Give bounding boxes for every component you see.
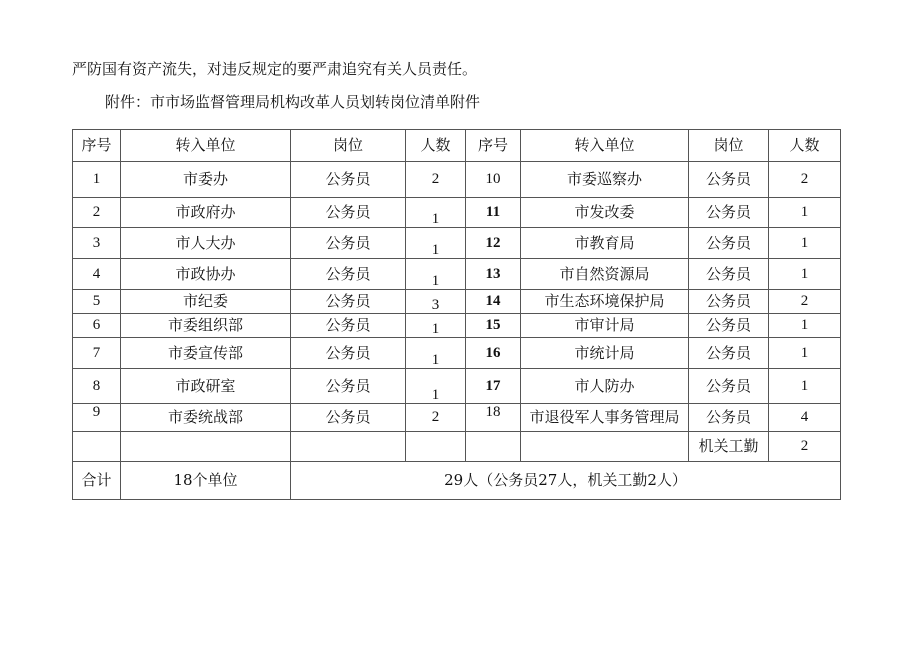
intro-paragraph: 严防国有资产流失，对违反规定的要严肃追究有关人员责任。 [72, 60, 478, 78]
unit-cell: 市纪委 [121, 290, 291, 314]
count-cell: 1 [406, 228, 466, 259]
count-cell: 1 [406, 198, 466, 228]
post-cell: 公务员 [689, 162, 769, 198]
unit-cell: 市政研室 [121, 369, 291, 404]
count-cell: 1 [769, 314, 841, 338]
post-cell: 公务员 [291, 369, 406, 404]
index-cell: 4 [73, 259, 121, 290]
header-cell: 人数 [769, 130, 841, 162]
count-cell: 1 [406, 259, 466, 290]
header-cell: 岗位 [689, 130, 769, 162]
post-cell: 公务员 [291, 162, 406, 198]
table-total-row [73, 462, 841, 500]
index-cell: 18 [466, 404, 521, 432]
unit-cell: 市人防办 [521, 369, 689, 404]
index-cell: 17 [466, 369, 521, 404]
table-row [73, 259, 841, 290]
table-header-row [73, 130, 841, 162]
unit-cell: 市政协办 [121, 259, 291, 290]
index-cell: 14 [466, 290, 521, 314]
header-cell: 人数 [406, 130, 466, 162]
unit-cell: 市审计局 [521, 314, 689, 338]
index-cell: 10 [466, 162, 521, 198]
empty-cell [466, 432, 521, 462]
empty-cell [121, 432, 291, 462]
index-cell: 15 [466, 314, 521, 338]
index-cell: 16 [466, 338, 521, 369]
empty-cell [73, 432, 121, 462]
count-cell: 1 [769, 259, 841, 290]
count-cell: 1 [769, 228, 841, 259]
count-cell: 3 [406, 290, 466, 314]
unit-cell: 市教育局 [521, 228, 689, 259]
index-cell: 5 [73, 290, 121, 314]
post-cell: 公务员 [689, 290, 769, 314]
header-cell: 序号 [466, 130, 521, 162]
post-cell: 公务员 [689, 314, 769, 338]
empty-cell [291, 432, 406, 462]
index-cell: 3 [73, 228, 121, 259]
index-cell: 9 [73, 404, 121, 432]
table-row [73, 228, 841, 259]
post-cell: 公务员 [291, 404, 406, 432]
unit-cell: 市委组织部 [121, 314, 291, 338]
header-cell: 序号 [73, 130, 121, 162]
count-cell: 2 [406, 404, 466, 432]
post-cell: 公务员 [291, 259, 406, 290]
table-row [73, 198, 841, 228]
unit-cell: 市委宣传部 [121, 338, 291, 369]
post-cell: 公务员 [689, 404, 769, 432]
unit-cell: 市统计局 [521, 338, 689, 369]
post-cell: 公务员 [291, 314, 406, 338]
unit-cell: 市人大办 [121, 228, 291, 259]
table-row [73, 314, 841, 338]
post-cell: 公务员 [689, 259, 769, 290]
table-extra-row [73, 432, 841, 462]
post-cell: 公务员 [689, 369, 769, 404]
table-row [73, 369, 841, 404]
table-row [73, 404, 841, 432]
header-cell: 转入单位 [121, 130, 291, 162]
unit-cell: 市自然资源局 [521, 259, 689, 290]
attachment-title: 附件：市市场监督管理局机构改革人员划转岗位清单附件 [105, 93, 481, 111]
index-cell: 1 [73, 162, 121, 198]
count-cell: 1 [769, 198, 841, 228]
count-cell: 2 [769, 290, 841, 314]
header-cell: 转入单位 [521, 130, 689, 162]
index-cell: 6 [73, 314, 121, 338]
post-cell: 公务员 [689, 198, 769, 228]
unit-cell: 市退役军人事务管理局 [521, 404, 689, 432]
table-row [73, 162, 841, 198]
count-cell: 1 [769, 338, 841, 369]
personnel-transfer-table [72, 129, 841, 500]
empty-cell [521, 432, 689, 462]
post-cell: 公务员 [291, 228, 406, 259]
count-cell: 2 [769, 432, 841, 462]
count-cell: 1 [406, 314, 466, 338]
count-cell: 4 [769, 404, 841, 432]
post-cell: 公务员 [291, 338, 406, 369]
index-cell: 7 [73, 338, 121, 369]
unit-cell: 市委巡察办 [521, 162, 689, 198]
count-cell: 1 [406, 338, 466, 369]
count-cell: 2 [406, 162, 466, 198]
total-label: 合计 [73, 462, 121, 500]
unit-cell: 市政府办 [121, 198, 291, 228]
index-cell: 2 [73, 198, 121, 228]
post-cell: 公务员 [689, 228, 769, 259]
count-cell: 2 [769, 162, 841, 198]
unit-cell: 市委统战部 [121, 404, 291, 432]
index-cell: 12 [466, 228, 521, 259]
index-cell: 8 [73, 369, 121, 404]
post-cell: 机关工勤 [689, 432, 769, 462]
index-cell: 11 [466, 198, 521, 228]
unit-cell: 市生态环境保护局 [521, 290, 689, 314]
total-summary: 29人（公务员27人，机关工勤2人） [291, 462, 841, 500]
post-cell: 公务员 [291, 198, 406, 228]
index-cell: 13 [466, 259, 521, 290]
header-cell: 岗位 [291, 130, 406, 162]
empty-cell [406, 432, 466, 462]
table-row [73, 290, 841, 314]
count-cell: 1 [769, 369, 841, 404]
unit-cell: 市委办 [121, 162, 291, 198]
table-row [73, 338, 841, 369]
count-cell: 1 [406, 369, 466, 404]
post-cell: 公务员 [291, 290, 406, 314]
total-units: 18个单位 [121, 462, 291, 500]
unit-cell: 市发改委 [521, 198, 689, 228]
post-cell: 公务员 [689, 338, 769, 369]
